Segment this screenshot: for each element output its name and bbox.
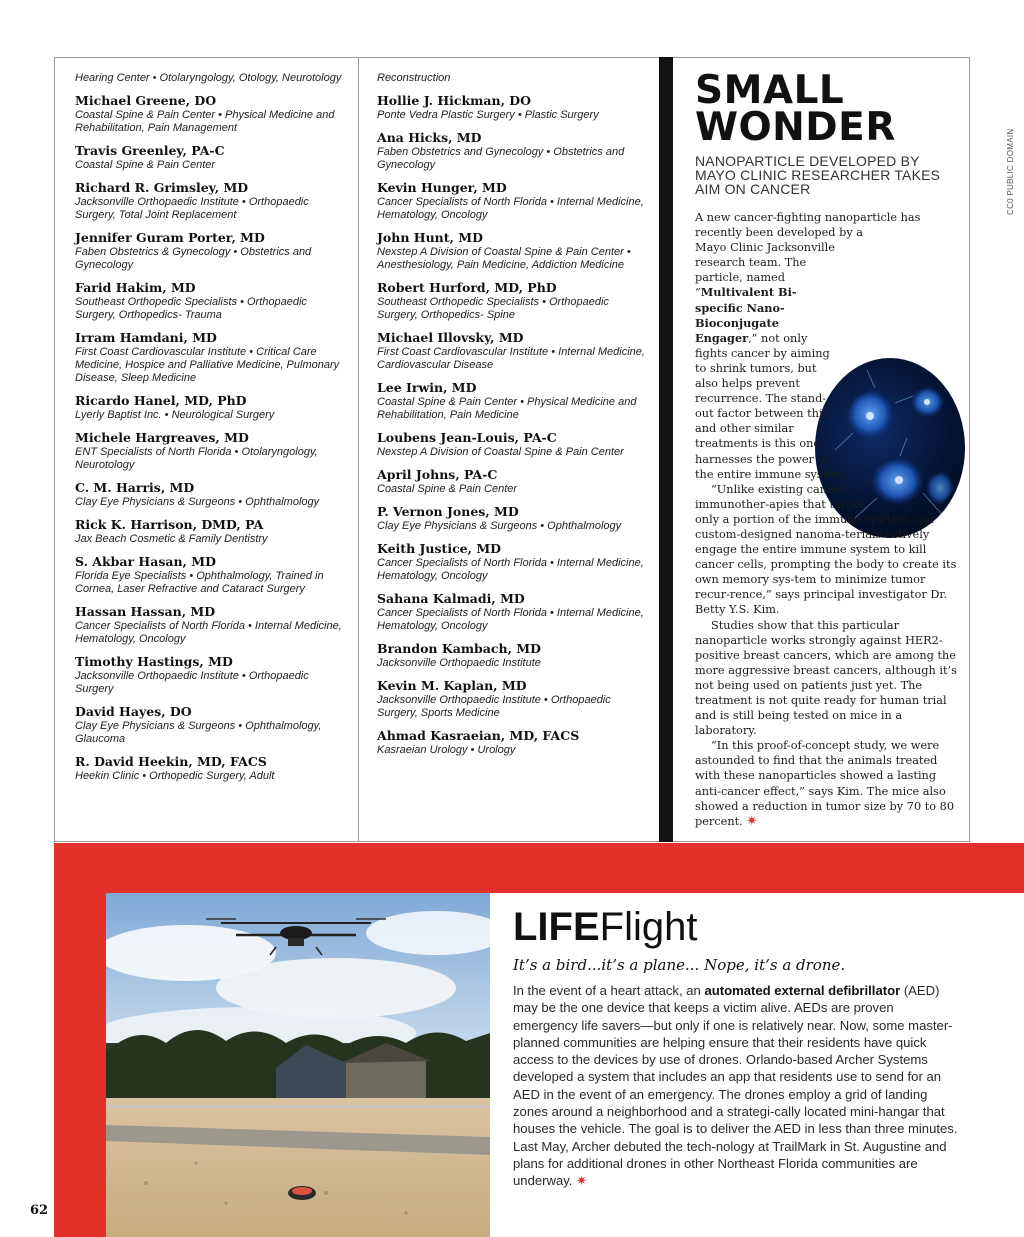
photo-credit: CC0 PUBLIC DOMAIN <box>1006 128 1015 215</box>
directory-entry <box>75 604 345 646</box>
physician-name: Kevin Hunger, MD <box>377 180 507 195</box>
physician-specialty: Jacksonville Orthopaedic Institute • Orthopaedic Surgery, Total Joint Replacement <box>75 196 309 221</box>
physician-name: Loubens Jean-Louis, PA-C <box>377 430 557 445</box>
directory-entry <box>377 130 645 172</box>
physician-name: Rick K. Harrison, DMD, PA <box>75 517 264 532</box>
physician-name: Brandon Kambach, MD <box>377 641 541 656</box>
physician-name: Michele Hargreaves, MD <box>75 430 249 445</box>
physician-specialty: Coastal Spine & Pain Center • Physical Medicine and Rehabilitation, Pain Management <box>75 109 335 134</box>
directory-entry <box>377 504 645 533</box>
life-flight-tagline: It’s a bird...it’s a plane... Nope, it’s a drone. <box>513 956 846 974</box>
physician-name: C. M. Harris, MD <box>75 480 195 495</box>
physician-specialty: ENT Specialists of North Florida • Otolaryngology, Neurotology <box>75 446 318 471</box>
physician-specialty: Southeast Orthopedic Specialists • Orthopaedic Surgery, Orthopedics- Spine <box>377 296 609 321</box>
directory-entry <box>75 480 345 509</box>
end-mark-icon: ✷ <box>576 1174 587 1190</box>
physician-name: David Hayes, DO <box>75 704 192 719</box>
physician-specialty: Cancer Specialists of North Florida • Internal Medicine, Hematology, Oncology <box>377 196 644 221</box>
physician-name: S. Akbar Hasan, MD <box>75 554 216 569</box>
physician-name: Ricardo Hanel, MD, PhD <box>75 393 247 408</box>
directory-entry <box>75 230 345 272</box>
directory-entry <box>377 678 645 720</box>
physician-specialty: Jax Beach Cosmetic & Family Dentistry <box>75 533 268 545</box>
physician-name: Travis Greenley, PA-C <box>75 143 225 158</box>
physician-specialty: Florida Eye Specialists • Ophthalmology, Trained in Cornea, Laser Refractive and Cataract Surgery <box>75 570 324 595</box>
life-flight-article: In the event of a heart attack, an automated external defibrillator (AED) may be the one device that keeps a victim alive. AEDs are proven emergency life savers—but only if one is relatively near. Now, some master-planned communities are helping ensure that their residents have quick access to the devices by use of drones. Orlando-based Archer Systems developed a system that includes an app that residents use to send for an AED in the event of an emergency. The drones employ a grid of landing zones around a neighborhood and a strategi-cally located mini-hangar that houses the vehicle. The goal is to deliver the AED in less than three minutes. Last May, Archer debuted the tech-nology at TrailMark in St. Augustine and plans for additional drones in other Northeast Florida communities are underway. ✷ <box>513 983 958 1190</box>
physician-name: Richard R. Grimsley, MD <box>75 180 249 195</box>
physician-specialty: Jacksonville Orthopaedic Institute • Orthopaedic Surgery <box>75 670 309 695</box>
physician-specialty: Cancer Specialists of North Florida • Internal Medicine, Hematology, Oncology <box>377 557 644 582</box>
physician-specialty: First Coast Cardiovascular Institute • Critical Care Medicine, Hospice and Palliative Medicine, Pulmonary Disease, Sleep Medicine <box>75 346 340 384</box>
directory-entry <box>377 230 645 272</box>
directory-entry <box>377 430 645 459</box>
physician-specialty: First Coast Cardiovascular Institute • Internal Medicine, Cardiovascular Disease <box>377 346 645 371</box>
physician-name: Jennifer Guram Porter, MD <box>75 230 265 245</box>
directory-entry <box>377 641 645 670</box>
physician-name: Timothy Hastings, MD <box>75 654 233 669</box>
article-paragraph: “Unlike existing cancer immunother-apies that target only a portion of the immune sys-tem, our custom-designed nanoma-terials actively engage the entire immune system to kill cancer cells, prompting the body to create its own memory sys-tem to minimize tumor recur-rence,” says principal investigator Dr. Betty Y.S. Kim. <box>695 482 957 617</box>
directory-entry <box>75 280 345 322</box>
physician-name: Ana Hicks, MD <box>377 130 482 145</box>
article-paragraph: “In this proof-of-concept study, we were astounded to find that the animals treated with these nanoparticles showed a lasting anti-cancer effect,” says Kim. The mice also showed a reduction in tumor size by 70 to 80 percent. ✷ <box>695 739 955 829</box>
physician-name: Irram Hamdani, MD <box>75 330 217 345</box>
small-wonder-title <box>695 68 953 150</box>
directory-entry <box>75 180 345 222</box>
physician-specialty: Southeast Orthopedic Specialists • Orthopaedic Surgery, Orthopedics- Trauma <box>75 296 307 321</box>
title-line-2: WONDER <box>695 105 896 150</box>
physician-specialty: Faben Obstetrics and Gynecology • Obstetrics and Gynecology <box>377 146 625 171</box>
directory-entry <box>377 380 645 422</box>
physician-name: Robert Hurford, MD, PhD <box>377 280 557 295</box>
small-wonder-header <box>695 68 953 197</box>
life-flight-title: LIFEFlight <box>513 905 698 949</box>
physician-name: Keith Justice, MD <box>377 541 502 556</box>
bold-term: automated external defibrillator <box>704 983 901 998</box>
physician-specialty: Coastal Spine & Pain Center <box>75 159 216 171</box>
physician-name: Kevin M. Kaplan, MD <box>377 678 527 693</box>
physician-name: P. Vernon Jones, MD <box>377 504 519 519</box>
physician-specialty: Faben Obstetrics & Gynecology • Obstetrics and Gynecology <box>75 246 312 271</box>
end-mark-icon: ✷ <box>746 813 758 829</box>
physician-specialty: Cancer Specialists of North Florida • Internal Medicine, Hematology, Oncology <box>75 620 342 645</box>
physician-specialty: Jacksonville Orthopaedic Institute <box>377 657 541 669</box>
physician-name: Ahmad Kasraeian, MD, FACS <box>377 728 580 743</box>
column-divider <box>358 58 359 841</box>
directory-entry <box>75 393 345 422</box>
bold-term: Multivalent Bi-specific Nano-Bioconjugate Engager <box>695 285 797 345</box>
directory-entry <box>75 430 345 472</box>
directory-entry <box>75 554 345 596</box>
physician-specialty: Kasraeian Urology • Urology <box>377 744 516 756</box>
physician-name: John Hunt, MD <box>377 230 483 245</box>
continued-specialty: Hearing Center • Otolaryngology, Otology, Neurotology <box>75 72 342 84</box>
physician-name: Hassan Hassan, MD <box>75 604 216 619</box>
physician-specialty: Jacksonville Orthopaedic Institute • Orthopaedic Surgery, Sports Medicine <box>377 694 611 719</box>
article-paragraph: Studies show that this particular nanoparticle works strongly against HER2-positive breast cancers, which are among the more aggressive breast cancers, although it’s not being used on patients just yet. The treatment is not quite ready for human trial and is still being tested on mice in a laboratory. <box>695 618 957 738</box>
directory-entry <box>75 704 345 746</box>
continued-specialty: Reconstruction <box>377 72 451 84</box>
directory-entry <box>377 330 645 372</box>
physician-name: Michael Greene, DO <box>75 93 217 108</box>
directory-entry <box>377 93 645 122</box>
physician-name: Michael Illovsky, MD <box>377 330 524 345</box>
directory-entry <box>75 330 345 385</box>
physician-specialty: Clay Eye Physicians & Surgeons • Ophthalmology, Glaucoma <box>75 720 322 745</box>
physician-name: Lee Irwin, MD <box>377 380 477 395</box>
directory-entry <box>377 728 645 757</box>
directory-entry <box>75 93 345 135</box>
physician-specialty: Ponte Vedra Plastic Surgery • Plastic Surgery <box>377 109 599 121</box>
physician-specialty: Clay Eye Physicians & Surgeons • Ophthalmology <box>75 496 320 508</box>
physician-specialty: Nexstep A Division of Coastal Spine & Pain Center <box>377 446 624 458</box>
physician-name: R. David Heekin, MD, FACS <box>75 754 267 769</box>
physician-name: Sahana Kalmadi, MD <box>377 591 525 606</box>
physician-name: Farid Hakim, MD <box>75 280 196 295</box>
physician-name: Hollie J. Hickman, DO <box>377 93 532 108</box>
drone-photo <box>106 893 490 1237</box>
physician-specialty: Coastal Spine & Pain Center • Physical Medicine and Rehabilitation, Pain Medicine <box>377 396 637 421</box>
directory-entry <box>75 754 345 783</box>
physician-specialty: Cancer Specialists of North Florida • Internal Medicine, Hematology, Oncology <box>377 607 644 632</box>
small-wonder-subtitle: NANOPARTICLE DEVELOPED BY MAYO CLINIC RESEARCHER TAKES AIM ON CANCER <box>695 153 941 197</box>
article-paragraph: A new cancer-fighting nanoparticle has recently been developed by a Mayo Clinic Jacksonville research team. The particle, named “Multivalent Bi-specific Nano-Bioconjugate Engager,” not only fights cancer by aiming to shrink tumors, but also helps prevent recurrence. The stand-out factor between this and other similar treatments is this one harnesses the power of the entire immune system. <box>695 211 921 481</box>
directory-column-2 <box>377 72 645 765</box>
directory-entry <box>75 654 345 696</box>
directory-entry <box>377 467 645 496</box>
physician-name: April Johns, PA-C <box>377 467 498 482</box>
directory-entry <box>75 517 345 546</box>
small-wonder-article <box>695 210 957 829</box>
physician-specialty: Coastal Spine & Pain Center <box>377 483 518 495</box>
page-number: 62 <box>30 1203 49 1218</box>
directory-entry <box>377 541 645 583</box>
black-rule-bar <box>659 57 673 842</box>
physician-specialty: Heekin Clinic • Orthopedic Surgery, Adult <box>75 770 275 782</box>
directory-entry <box>377 180 645 222</box>
physician-specialty: Nexstep A Division of Coastal Spine & Pain Center • Anesthesiology, Pain Medicine, Addiction Medicine <box>377 246 631 271</box>
directory-entry <box>377 591 645 633</box>
title-line-1: SMALL <box>695 68 845 113</box>
physician-specialty: Lyerly Baptist Inc. • Neurological Surgery <box>75 409 275 421</box>
directory-entry <box>377 280 645 322</box>
physician-specialty: Clay Eye Physicians & Surgeons • Ophthalmology <box>377 520 622 532</box>
directory-column-1 <box>75 72 345 791</box>
directory-entry <box>75 143 345 172</box>
